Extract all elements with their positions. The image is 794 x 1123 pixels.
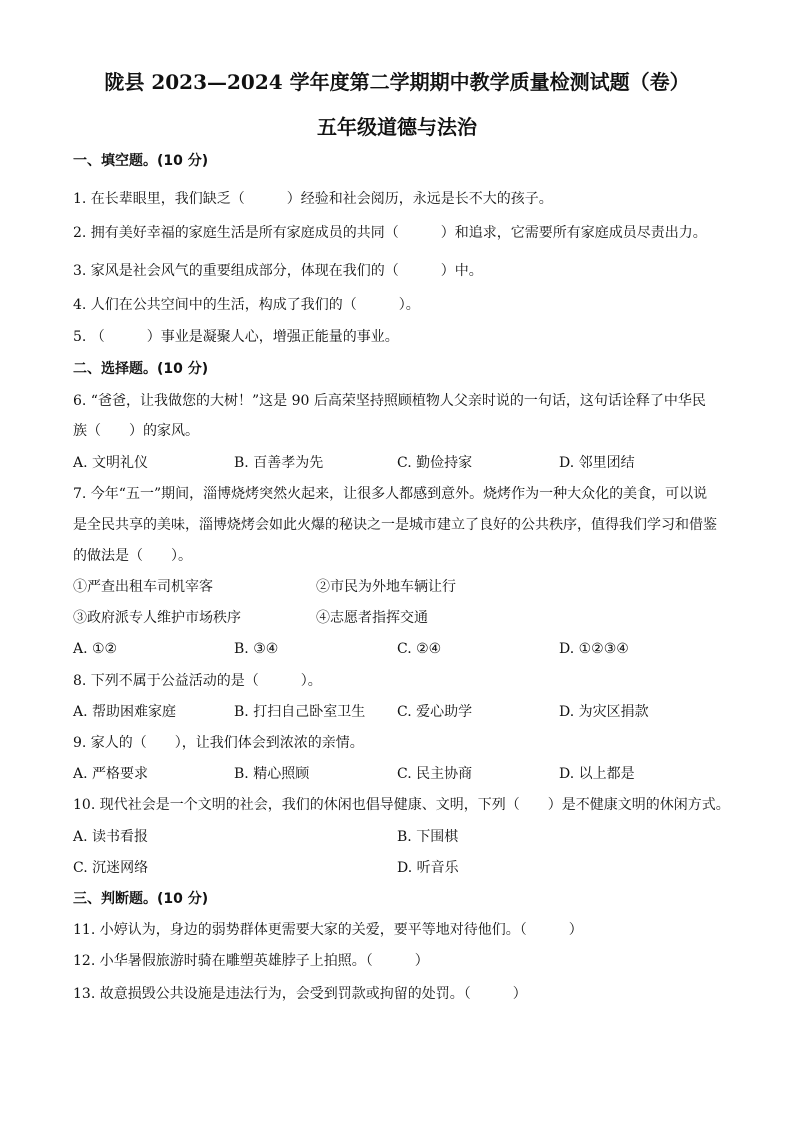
question-9-option-d: D. 以上都是 <box>559 766 635 782</box>
question-8-option-b: B. 打扫自己卧室卫生 <box>234 704 366 720</box>
question-7-item-4: ④志愿者指挥交通 <box>316 610 428 626</box>
question-12: 12. 小华暑假旅游时骑在雕塑英雄脖子上拍照。（ ） <box>73 953 429 969</box>
question-8: 8. 下列不属于公益活动的是（ ）。 <box>73 673 322 689</box>
question-11: 11. 小婷认为，身边的弱势群体更需要大家的关爱，要平等地对待他们。（ ） <box>73 922 583 938</box>
question-10-option-d: D. 听音乐 <box>397 860 459 876</box>
question-10-option-a: A. 读书看报 <box>73 829 149 845</box>
question-8-option-c: C. 爱心助学 <box>397 704 473 720</box>
question-8-option-a: A. 帮助困难家庭 <box>73 704 177 720</box>
question-10-option-b: B. 下围棋 <box>397 829 459 845</box>
question-7-option-c: C. ②④ <box>397 641 442 657</box>
question-7-option-b: B. ③④ <box>234 641 279 657</box>
page-title: 陇县 2023—2024 学年度第二学期期中教学质量检测试题（卷） <box>104 70 690 94</box>
question-9: 9. 家人的（ ），让我们体会到浓浓的亲情。 <box>73 735 364 751</box>
section-heading-judgement: 三、判断题。(10 分) <box>73 891 209 907</box>
question-13: 13. 故意损毁公共设施是违法行为，会受到罚款或拘留的处罚。（ ） <box>73 986 527 1002</box>
question-10-option-c: C. 沉迷网络 <box>73 860 149 876</box>
question-6-line-2: 族（ ）的家风。 <box>73 423 199 439</box>
question-6-line-1: 6. “爸爸，让我做您的大树！”这是 90 后高荣坚持照顾植物人父亲时说的一句话，这句话诠释了中华民 <box>73 393 706 409</box>
question-9-option-c: C. 民主协商 <box>397 766 473 782</box>
question-9-option-b: B. 精心照顾 <box>234 766 310 782</box>
question-7-item-3: ③政府派专人维护市场秩序 <box>73 610 241 626</box>
question-7-option-a: A. ①② <box>73 641 118 657</box>
question-7-line-1: 7. 今年“五一”期间，淄博烧烤突然火起来，让很多人都感到意外。烧烤作为一种大众化的美食，可以说 <box>73 486 708 502</box>
question-5: 5. （ ）事业是凝聚人心，增强正能量的事业。 <box>73 329 399 345</box>
question-3: 3. 家风是社会风气的重要组成部分，体现在我们的（ ）中。 <box>73 263 483 279</box>
question-7-item-2: ②市民为外地车辆让行 <box>316 579 456 595</box>
question-6-option-c: C. 勤俭持家 <box>397 455 473 471</box>
question-1: 1. 在长辈眼里，我们缺乏（ ）经验和社会阅历，永远是长不大的孩子。 <box>73 191 553 207</box>
question-7-line-2: 是全民共享的美味，淄博烧烤会如此火爆的秘诀之一是城市建立了良好的公共秩序，值得我们学习和借鉴 <box>73 517 717 533</box>
question-7-line-3: 的做法是（ ）。 <box>73 548 192 564</box>
question-4: 4. 人们在公共空间中的生活，构成了我们的（ ）。 <box>73 297 420 313</box>
question-10: 10. 现代社会是一个文明的社会，我们的休闲也倡导健康、文明，下列（ ）是不健康文明的休闲方式。 <box>73 797 730 813</box>
question-6-option-b: B. 百善孝为先 <box>234 455 324 471</box>
page-subtitle: 五年级道德与法治 <box>317 115 477 139</box>
question-6-option-a: A. 文明礼仪 <box>73 455 149 471</box>
question-6-option-d: D. 邻里团结 <box>559 455 635 471</box>
question-7-item-1: ①严查出租车司机宰客 <box>73 579 213 595</box>
question-2: 2. 拥有美好幸福的家庭生活是所有家庭成员的共同（ ）和追求，它需要所有家庭成员尽责出力。 <box>73 225 707 241</box>
question-7-option-d: D. ①②③④ <box>559 641 629 657</box>
question-9-option-a: A. 严格要求 <box>73 766 149 782</box>
question-8-option-d: D. 为灾区捐款 <box>559 704 649 720</box>
section-heading-fill-blank: 一、填空题。(10 分) <box>73 153 209 169</box>
section-heading-choice: 二、选择题。(10 分) <box>73 361 209 377</box>
